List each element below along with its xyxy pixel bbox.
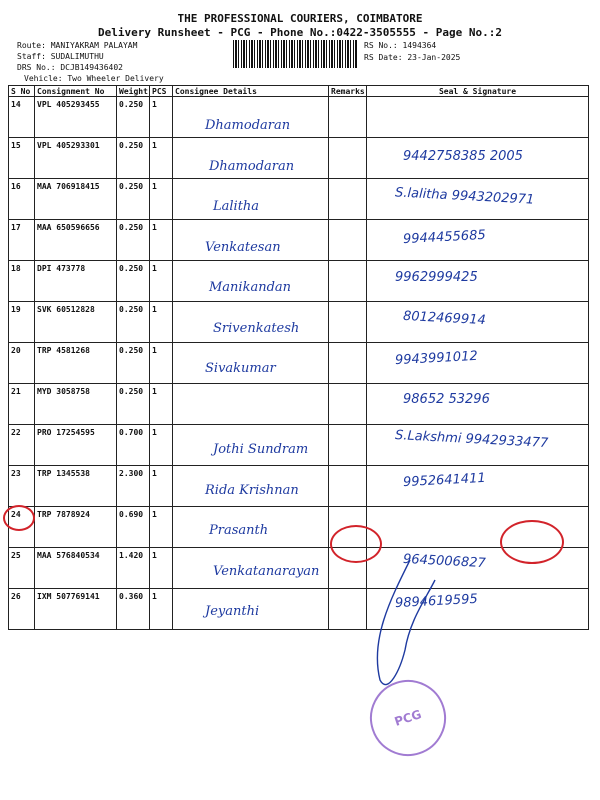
cell-consignment-no: MYD 3058758 xyxy=(35,384,117,425)
handwritten-consignee: Sivakumar xyxy=(205,361,276,376)
cell-sno: 16 xyxy=(9,179,35,220)
handwritten-signature: 8012469914 xyxy=(402,308,487,328)
cell-sno: 18 xyxy=(9,261,35,302)
cell-consignment-no: MAA 706918415 xyxy=(35,179,117,220)
col-consignment: Consignment No xyxy=(35,86,117,97)
cell-signature xyxy=(367,97,589,138)
handwritten-signature: S.lalitha 9943202971 xyxy=(394,185,535,208)
cell-remarks xyxy=(329,425,367,466)
cell-weight: 0.250 xyxy=(117,179,150,220)
cell-pcs: 1 xyxy=(150,589,173,630)
cell-consignment-no: DPI 473778 xyxy=(35,261,117,302)
handwritten-signature: 9894619595 xyxy=(394,591,479,612)
cell-weight: 0.250 xyxy=(117,220,150,261)
handwritten-consignee: Rida Krishnan xyxy=(205,482,299,498)
cell-sno: 14 xyxy=(9,97,35,138)
cell-pcs: 1 xyxy=(150,138,173,179)
table-row xyxy=(9,589,589,630)
cell-pcs: 1 xyxy=(150,97,173,138)
table-row xyxy=(9,261,589,302)
handwritten-signature: 9645006827 xyxy=(402,551,487,571)
handwritten-signature: 9943991012 xyxy=(394,348,479,369)
col-signature: Seal & Signature xyxy=(367,86,589,97)
cell-remarks xyxy=(329,466,367,507)
handwritten-consignee: Jothi Sundram xyxy=(213,442,309,457)
handwritten-consignee: Venkatesan xyxy=(205,239,281,255)
cell-pcs: 1 xyxy=(150,261,173,302)
cell-consignment-no: TRP 7878924 xyxy=(35,507,117,548)
cell-remarks xyxy=(329,343,367,384)
handwritten-consignee: Prasanth xyxy=(209,523,269,538)
cell-pcs: 1 xyxy=(150,384,173,425)
cell-consignment-no: VPL 405293455 xyxy=(35,97,117,138)
cell-weight: 0.690 xyxy=(117,507,150,548)
cell-pcs: 1 xyxy=(150,507,173,548)
col-remarks: Remarks xyxy=(329,86,367,97)
cell-sno: 19 xyxy=(9,302,35,343)
table-row xyxy=(9,384,589,425)
cell-sno: 17 xyxy=(9,220,35,261)
cell-remarks xyxy=(329,302,367,343)
vehicle-text: Vehicle: Two Wheeler Delivery xyxy=(24,74,164,83)
rs-date: RS Date: 23-Jan-2025 xyxy=(364,53,461,62)
table-header-row xyxy=(9,86,589,97)
cell-weight: 0.250 xyxy=(117,138,150,179)
cell-consignment-no: VPL 405293301 xyxy=(35,138,117,179)
cell-consignment-no: TRP 4581268 xyxy=(35,343,117,384)
cell-pcs: 1 xyxy=(150,466,173,507)
cell-sno: 24 xyxy=(9,507,35,548)
cell-weight: 0.250 xyxy=(117,384,150,425)
cell-pcs: 1 xyxy=(150,343,173,384)
cell-remarks xyxy=(329,261,367,302)
handwritten-consignee: Dhamodaran xyxy=(209,158,295,174)
cell-pcs: 1 xyxy=(150,179,173,220)
cell-remarks xyxy=(329,97,367,138)
staff-text: Staff: SUDALIMUTHU xyxy=(17,52,104,61)
red-circle-mark xyxy=(330,525,382,563)
company-title: THE PROFESSIONAL COURIERS, COIMBATORE xyxy=(177,12,423,25)
cell-sno: 15 xyxy=(9,138,35,179)
handwritten-consignee: Lalitha xyxy=(213,199,260,214)
col-sno: S No xyxy=(9,86,35,97)
red-circle-mark xyxy=(500,520,564,564)
cell-weight: 0.250 xyxy=(117,97,150,138)
handwritten-signature: 9952641411 xyxy=(402,470,487,490)
signature-stroke xyxy=(350,560,440,700)
stamp-text: PCG xyxy=(392,707,424,729)
cell-weight: 0.250 xyxy=(117,302,150,343)
handwritten-consignee: Dhamodaran xyxy=(205,118,291,133)
cell-consignment-no: SVK 60512828 xyxy=(35,302,117,343)
cell-consignment-no: TRP 1345538 xyxy=(35,466,117,507)
table-row xyxy=(9,220,589,261)
cell-consignment-no: IXM 507769141 xyxy=(35,589,117,630)
cell-remarks xyxy=(329,179,367,220)
cell-sno: 23 xyxy=(9,466,35,507)
handwritten-consignee: Manikandan xyxy=(209,280,292,295)
cell-consignment-no: MAA 576840534 xyxy=(35,548,117,589)
col-pcs: PCS xyxy=(150,86,173,97)
handwritten-signature: 9962999425 xyxy=(395,270,478,285)
handwritten-signature: 9944455685 xyxy=(402,227,487,247)
handwritten-signature: S.Lakshmi 9942933477 xyxy=(394,427,549,452)
handwritten-signature: 9442758385 2005 xyxy=(403,148,523,164)
cell-sno: 25 xyxy=(9,548,35,589)
cell-weight: 2.300 xyxy=(117,466,150,507)
col-weight: Weight xyxy=(117,86,150,97)
cell-consignment-no: MAA 650596656 xyxy=(35,220,117,261)
cell-weight: 1.420 xyxy=(117,548,150,589)
handwritten-consignee: Jeyanthi xyxy=(205,604,260,619)
cell-sno: 22 xyxy=(9,425,35,466)
table-row xyxy=(9,97,589,138)
table-row xyxy=(9,343,589,384)
cell-consignee xyxy=(173,384,329,425)
cell-pcs: 1 xyxy=(150,220,173,261)
rs-number: RS No.: 1494364 xyxy=(364,41,437,50)
cell-remarks xyxy=(329,138,367,179)
cell-pcs: 1 xyxy=(150,425,173,466)
cell-remarks xyxy=(329,220,367,261)
cell-sno: 20 xyxy=(9,343,35,384)
cell-pcs: 1 xyxy=(150,548,173,589)
cell-weight: 0.700 xyxy=(117,425,150,466)
cell-consignment-no: PRO 17254595 xyxy=(35,425,117,466)
cell-weight: 0.250 xyxy=(117,343,150,384)
cell-weight: 0.360 xyxy=(117,589,150,630)
red-circle-mark xyxy=(3,505,35,531)
handwritten-consignee: Srivenkatesh xyxy=(213,320,300,336)
cell-remarks xyxy=(329,384,367,425)
barcode xyxy=(233,40,357,68)
cell-sno: 21 xyxy=(9,384,35,425)
handwritten-consignee: Venkatanarayan xyxy=(213,563,320,579)
drs-number: DRS No.: DCJB149436402 xyxy=(17,63,123,72)
cell-weight: 0.250 xyxy=(117,261,150,302)
handwritten-signature: 98652 53296 xyxy=(403,391,490,407)
cell-sno: 26 xyxy=(9,589,35,630)
route-text: Route: MANIYAKRAM PALAYAM xyxy=(17,41,138,50)
cell-pcs: 1 xyxy=(150,302,173,343)
runsheet-subtitle: Delivery Runsheet - PCG - Phone No.:0422-3505555 - Page No.:2 xyxy=(98,26,502,39)
col-consignee: Consignee Details xyxy=(173,86,329,97)
